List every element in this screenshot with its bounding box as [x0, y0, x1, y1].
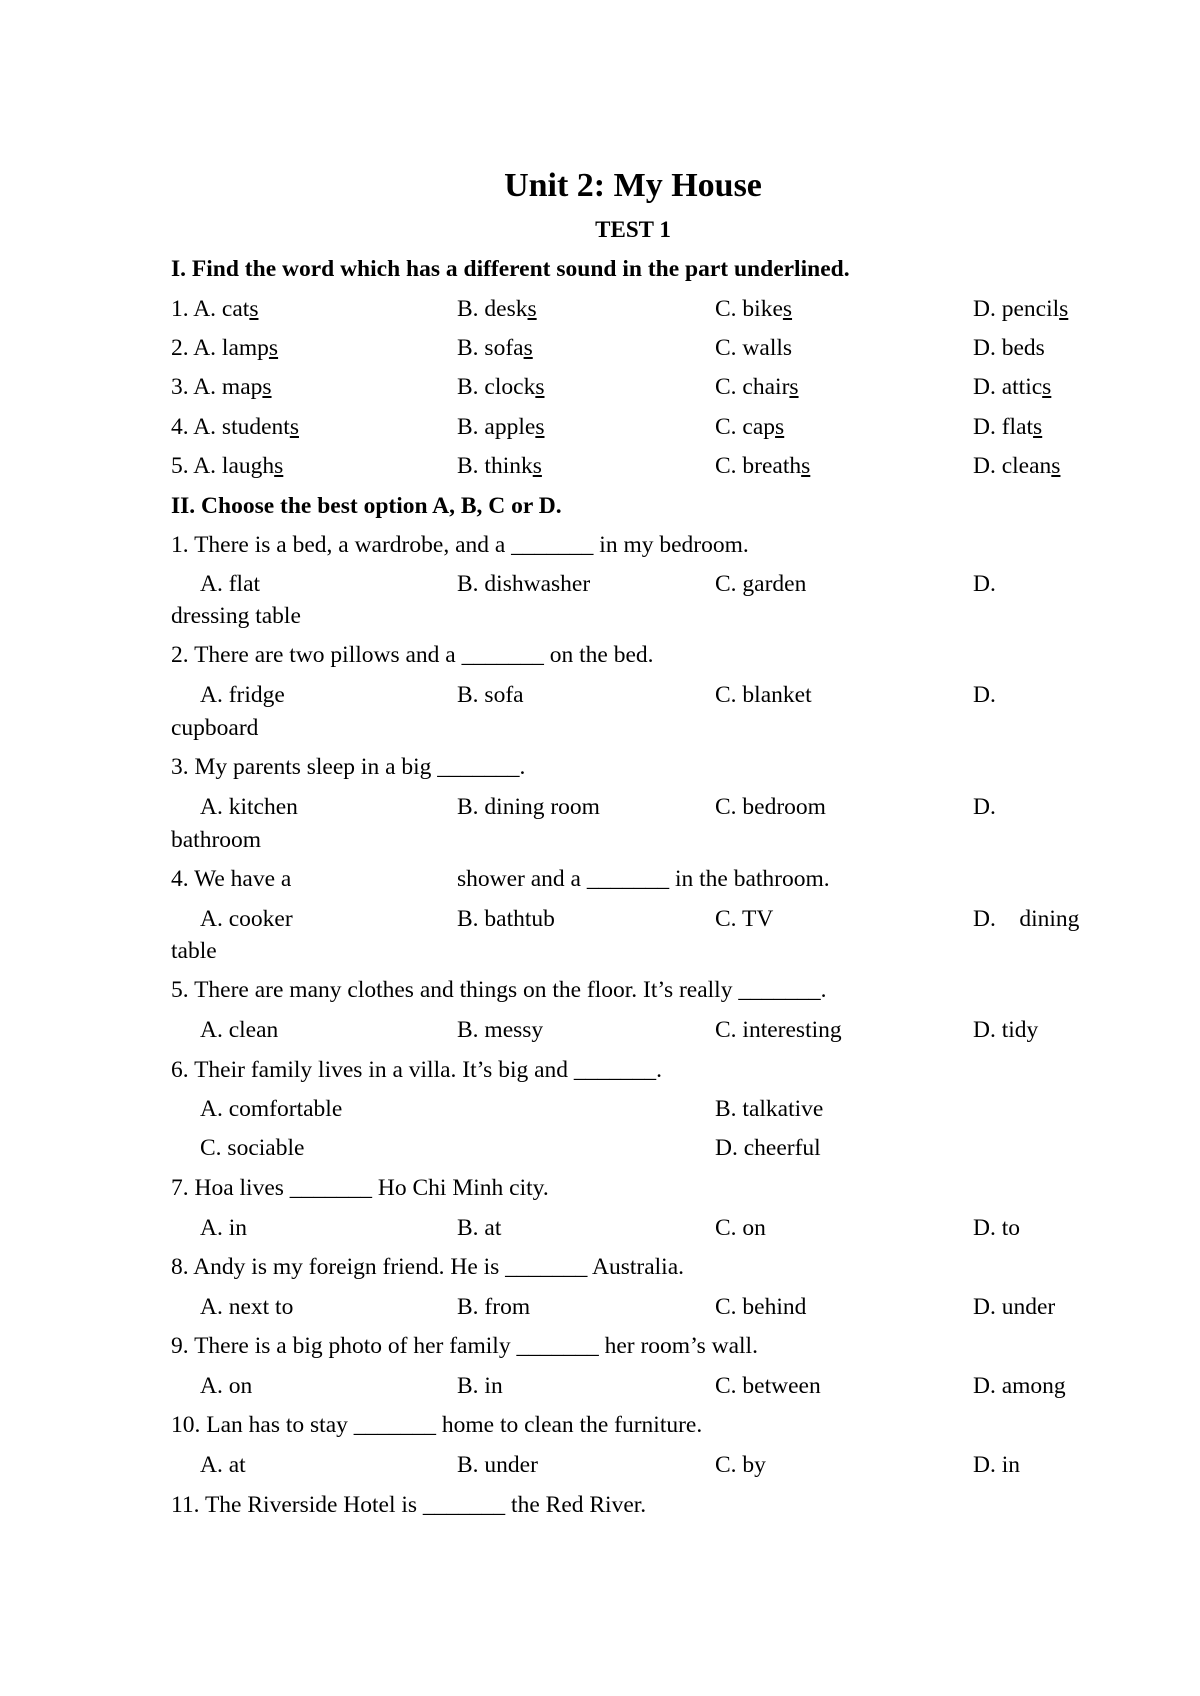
q5-option-c: C. interesting: [715, 1017, 842, 1043]
s1-q4-option-d: [973, 412, 1042, 442]
option-text: D. attic: [973, 374, 1043, 400]
s1-q4-option-a: [171, 412, 299, 442]
underlined-ending: s: [532, 453, 542, 479]
option-text: B. apple: [457, 414, 536, 440]
q5-option-b: B. messy: [457, 1017, 544, 1043]
question-6: 6. Their family lives in a villa. It’s big and _______.: [171, 1057, 663, 1083]
s1-q3-option-d: [973, 372, 1051, 402]
q3-option-c: C. bedroom: [715, 794, 826, 820]
q3-option-d-text: bathroom: [171, 827, 262, 853]
s1-q5-option-d: [973, 451, 1060, 481]
q10-option-a: A. at: [200, 1452, 246, 1478]
option-text: B. desk: [457, 296, 528, 322]
option-text: C. chair: [715, 374, 790, 400]
question-10: 10. Lan has to stay _______ home to clean the furniture.: [171, 1412, 703, 1438]
s1-q2-option-c: [715, 333, 792, 363]
q9-option-a: A. on: [200, 1373, 253, 1399]
underlined-ending: s: [1051, 453, 1061, 479]
q4-option-b: B. bathtub: [457, 906, 555, 932]
q5-option-a: A. clean: [200, 1017, 279, 1043]
underlined-ending: s: [782, 296, 793, 322]
q3-option-b: B. dining room: [457, 794, 600, 820]
q3-option-d: D.: [973, 794, 996, 820]
underlined-ending: s: [523, 335, 533, 361]
q6-option-c: C. sociable: [200, 1135, 305, 1161]
option-text: C. bike: [715, 296, 783, 322]
question-11: 11. The Riverside Hotel is _______ the Red River.: [171, 1492, 647, 1518]
q7-option-a: A. in: [200, 1215, 247, 1241]
s1-q4-option-b: [457, 412, 544, 442]
question-9: 9. There is a big photo of her family _______ her room’s wall.: [171, 1333, 758, 1359]
s1-q1-option-a: [171, 294, 258, 324]
q9-option-b: B. in: [457, 1373, 503, 1399]
option-text: D. beds: [973, 335, 1045, 361]
option-text: C. walls: [715, 335, 793, 361]
s1-q1-option-c: [715, 294, 792, 324]
q6-option-d: D. cheerful: [715, 1135, 821, 1161]
option-text: C. cap: [715, 414, 776, 440]
underlined-ending: s: [801, 453, 811, 479]
q3-option-a: A. kitchen: [200, 794, 298, 820]
s1-q5-option-a: [171, 451, 283, 481]
option-text: B. sofa: [457, 335, 524, 361]
q1-option-c: C. garden: [715, 571, 807, 597]
s1-q1-option-d: [973, 294, 1068, 324]
q2-option-a: A. fridge: [200, 682, 285, 708]
option-text: D. flat: [973, 414, 1034, 440]
q10-option-b: B. under: [457, 1452, 538, 1478]
underlined-ending: s: [527, 296, 537, 322]
underlined-ending: s: [535, 374, 545, 400]
q4-option-a: A. cooker: [200, 906, 293, 932]
q1-option-d: D.: [973, 571, 996, 597]
s1-q1-option-b: [457, 294, 537, 324]
option-text: D. pencil: [973, 296, 1060, 322]
q8-option-a: A. next to: [200, 1294, 294, 1320]
page-title: Unit 2: My House: [504, 167, 762, 204]
q4-option-d: D. dining: [973, 906, 1080, 932]
q8-option-c: C. behind: [715, 1294, 807, 1320]
option-text: 5. A. laugh: [171, 453, 275, 479]
q2-option-d: D.: [973, 682, 996, 708]
q2-option-d-text: cupboard: [171, 715, 259, 741]
underlined-ending: s: [775, 414, 785, 440]
underlined-ending: s: [268, 335, 279, 361]
underlined-ending: s: [535, 414, 545, 440]
question-4-end: shower and a _______ in the bathroom.: [457, 866, 830, 892]
q5-option-d: D. tidy: [973, 1017, 1039, 1043]
option-text: 1. A. cat: [171, 296, 250, 322]
underlined-ending: s: [274, 453, 284, 479]
q7-option-d: D. to: [973, 1215, 1020, 1241]
s1-q3-option-b: [457, 372, 544, 402]
q7-option-c: C. on: [715, 1215, 766, 1241]
q9-option-d: D. among: [973, 1373, 1066, 1399]
s1-q4-option-c: [715, 412, 784, 442]
underlined-ending: s: [1059, 296, 1069, 322]
s1-q3-option-a: [171, 372, 272, 402]
s1-q2-option-a: [171, 333, 278, 363]
question-5: 5. There are many clothes and things on the floor. It’s really _______.: [171, 977, 827, 1003]
q1-option-b: B. dishwasher: [457, 571, 591, 597]
q9-option-c: C. between: [715, 1373, 821, 1399]
underlined-ending: s: [262, 374, 272, 400]
underlined-ending: s: [1042, 374, 1052, 400]
underlined-ending: s: [249, 296, 259, 322]
s1-q5-option-b: [457, 451, 542, 481]
option-text: 4. A. student: [171, 414, 290, 440]
q6-option-b: B. talkative: [715, 1096, 824, 1122]
q10-option-d: D. in: [973, 1452, 1020, 1478]
q10-option-c: C. by: [715, 1452, 766, 1478]
question-4-start: 4. We have a: [171, 866, 292, 892]
q8-option-d: D. under: [973, 1294, 1056, 1320]
q8-option-b: B. from: [457, 1294, 531, 1320]
s1-q2-option-b: [457, 333, 533, 363]
s1-q2-option-d: [973, 333, 1045, 363]
q1-option-a: A. flat: [200, 571, 261, 597]
section-1-heading: I. Find the word which has a different sound in the part underlined.: [171, 256, 850, 282]
option-text: B. clock: [457, 374, 536, 400]
underlined-ending: s: [789, 374, 799, 400]
option-text: C. breath: [715, 453, 802, 479]
s1-q3-option-c: [715, 372, 799, 402]
q2-option-b: B. sofa: [457, 682, 524, 708]
s1-q5-option-c: [715, 451, 810, 481]
test-label: TEST 1: [595, 217, 671, 242]
underlined-ending: s: [1033, 414, 1043, 440]
q1-option-d-text: dressing table: [171, 603, 301, 629]
option-text: 3. A. map: [171, 374, 263, 400]
q7-option-b: B. at: [457, 1215, 502, 1241]
q6-option-a: A. comfortable: [200, 1096, 343, 1122]
q4-option-c: C. TV: [715, 906, 774, 932]
question-7: 7. Hoa lives _______ Ho Chi Minh city.: [171, 1175, 549, 1201]
question-8: 8. Andy is my foreign friend. He is _______ Australia.: [171, 1254, 685, 1280]
option-text: D. clean: [973, 453, 1052, 479]
q4-option-d-text: table: [171, 938, 217, 964]
section-2-heading: II. Choose the best option A, B, C or D.: [171, 493, 562, 519]
option-text: 2. A. lamp: [171, 335, 269, 361]
question-3: 3. My parents sleep in a big _______.: [171, 754, 526, 780]
underlined-ending: s: [289, 414, 299, 440]
option-text: B. think: [457, 453, 533, 479]
q2-option-c: C. blanket: [715, 682, 812, 708]
question-1: 1. There is a bed, a wardrobe, and a _______ in my bedroom.: [171, 532, 749, 558]
question-2: 2. There are two pillows and a _______ on the bed.: [171, 642, 654, 668]
